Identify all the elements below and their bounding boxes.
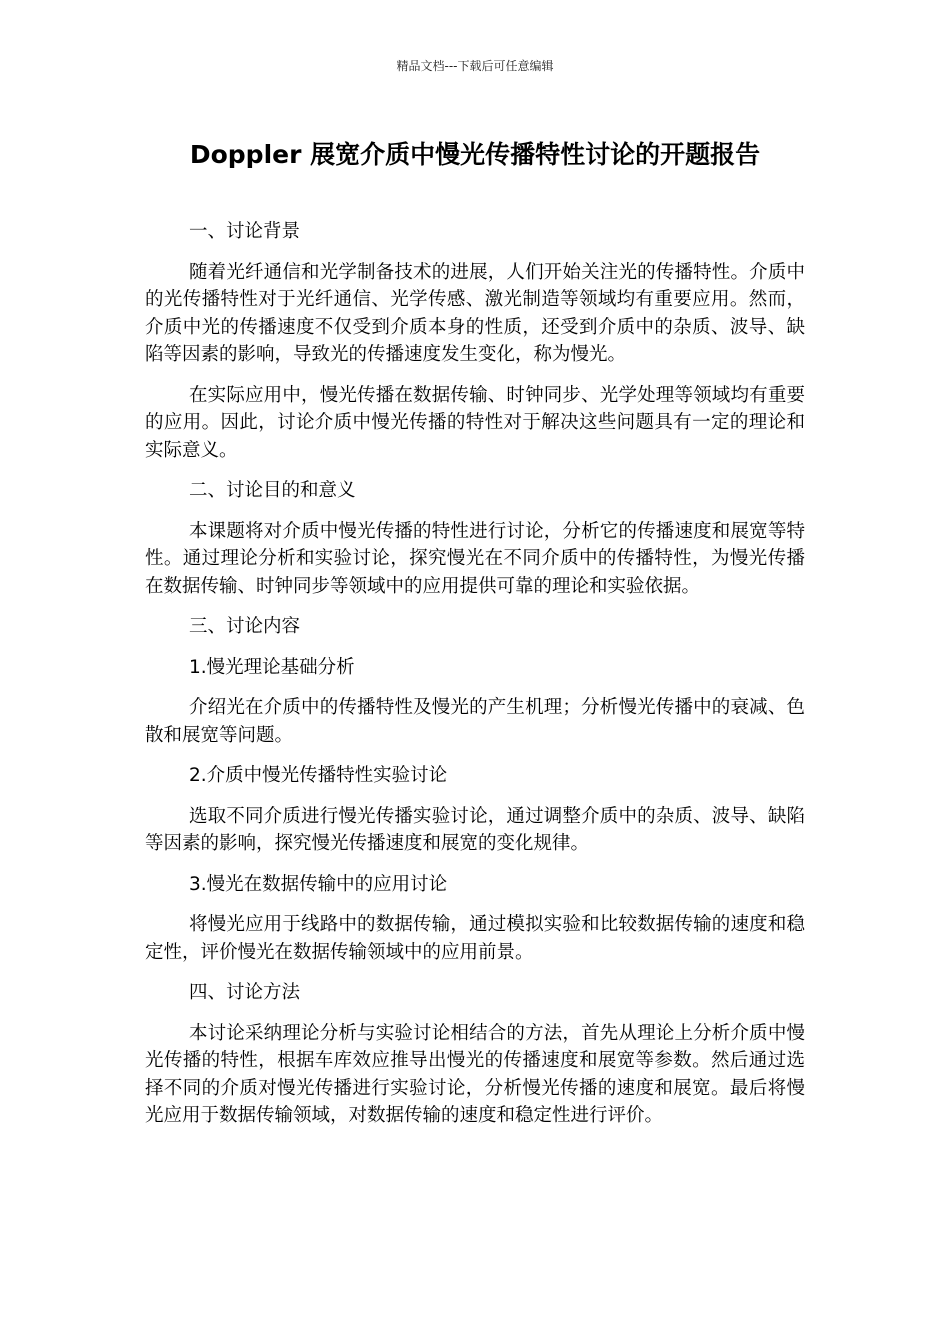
paragraph-experiment: 选取不同介质进行慢光传播实验讨论，通过调整介质中的杂质、波导、缺陷等因素的影响，探究慢光传播速度和展宽的变化规律。 xyxy=(145,805,805,854)
section-heading-content: 三、讨论内容 xyxy=(189,616,301,637)
subheading-experiment: 2.介质中慢光传播特性实验讨论 xyxy=(189,765,448,786)
paragraph-purpose: 本课题将对介质中慢光传播的特性进行讨论，分析它的传播速度和展宽等特性。通过理论分析和实验讨论，探究慢光在不同介质中的传播特性，为慢光传播在数据传输、时钟同步等领域中的应用提供可靠的理论和实验依据。 xyxy=(145,520,805,597)
page-header-note: 精品文档---下载后可任意编辑 xyxy=(396,59,554,73)
paragraph-background-2: 在实际应用中，慢光传播在数据传输、时钟同步、光学处理等领域均有重要的应用。因此，讨论介质中慢光传播的特性对于解决这些问题具有一定的理论和实际意义。 xyxy=(145,384,805,461)
document-body xyxy=(145,218,805,1143)
paragraph-theory: 介绍光在介质中的传播特性及慢光的产生机理；分析慢光传播中的衰减、色散和展宽等问题。 xyxy=(145,697,805,746)
section-heading-method: 四、讨论方法 xyxy=(189,982,301,1003)
paragraph-method: 本讨论采纳理论分析与实验讨论相结合的方法，首先从理论上分析介质中慢光传播的特性，根据车库效应推导出慢光的传播速度和展宽等参数。然后通过选择不同的介质对慢光传播进行实验讨论，分析慢光传播的速度和展宽。最后将慢光应用于数据传输领域，对数据传输的速度和稳定性进行评价。 xyxy=(145,1022,805,1126)
section-heading-background: 一、讨论背景 xyxy=(189,221,301,242)
paragraph-background-1: 随着光纤通信和光学制备技术的进展，人们开始关注光的传播特性。介质中的光传播特性对于光纤通信、光学传感、激光制造等领域均有重要应用。然而，介质中光的传播速度不仅受到介质本身的性质，还受到介质中的杂质、波导、缺陷等因素的影响，导致光的传播速度发生变化，称为慢光。 xyxy=(145,261,805,365)
section-heading-purpose: 二、讨论目的和意义 xyxy=(189,480,356,501)
document-title: Doppler 展宽介质中慢光传播特性讨论的开题报告 xyxy=(189,140,761,169)
subheading-theory: 1.慢光理论基础分析 xyxy=(189,656,355,678)
subheading-application: 3.慢光在数据传输中的应用讨论 xyxy=(189,873,448,895)
paragraph-application: 将慢光应用于线路中的数据传输，通过模拟实验和比较数据传输的速度和稳定性，评价慢光在数据传输领域中的应用前景。 xyxy=(145,914,805,963)
